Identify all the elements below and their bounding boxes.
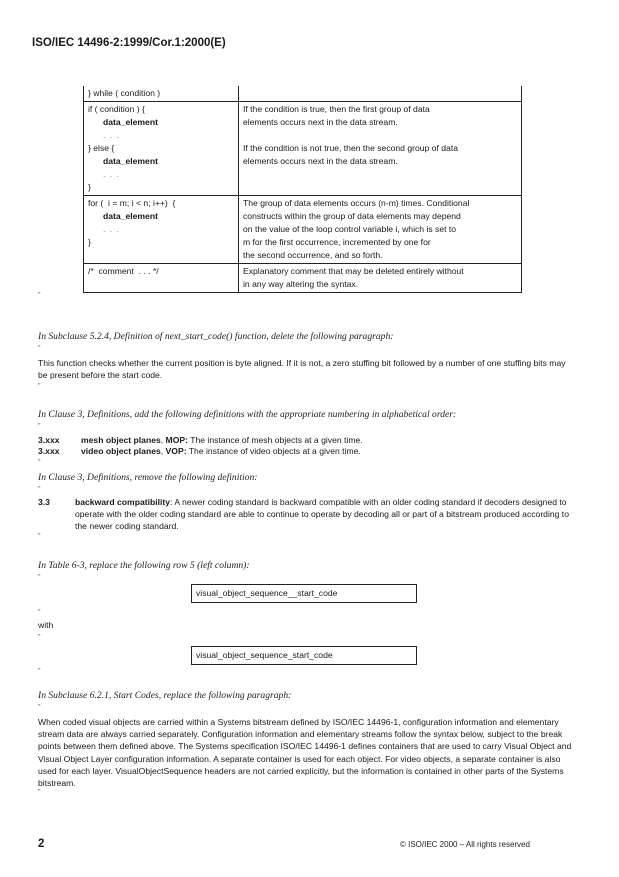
quote-mark: " [38, 574, 41, 581]
syntax-line: } [88, 237, 91, 247]
description-line: constructs within the group of data elements may depend [243, 211, 461, 221]
syntax-line: data_element [103, 156, 158, 166]
replaced-paragraph: When coded visual objects are carried within a Systems bitstream defined by ISO/IEC 14496-1, configuration information and elementary stream data are always carried separately. Configuration information and elementary streams follow the syntax below, subject to the break points between them defined above. The Systems specification ISO/IEC 14496-1 defines containers that are used to carry Visual Object and Visual Object Layer configuration information. A separate container is used for each object. For video objects, a separate container is also used for each layer. VisualObjectSequence headers are not carried explicitly, but the information is contained in other parts of the Systems bitstream. [38, 717, 572, 789]
description-line: elements occurs next in the data stream. [243, 117, 398, 127]
definition-abbr: MOP: [165, 435, 188, 445]
instruction-s2: In Clause 3, Definitions, add the following definitions with the appropriate numbering in alphabetical order: [38, 409, 457, 420]
description-spacer [243, 129, 517, 142]
deleted-paragraph: This function checks whether the current position is byte aligned. If it is not, a zero stuffing bit followed by a number of one stuffing bits may be present before the start code. [38, 358, 566, 381]
syntax-cell [84, 86, 239, 102]
with-label: with [38, 620, 54, 630]
quote-mark: " [38, 486, 41, 493]
definition-term: video object planes [81, 446, 161, 456]
document-header-title: ISO/IEC 14496-2:1999/Cor.1:2000(E) [32, 37, 226, 49]
definition-list [38, 435, 578, 457]
table-row [84, 102, 522, 196]
instruction-s1: In Subclause 5.2.4, Definition of next_start_code() function, delete the following paragraph: [38, 331, 394, 342]
syntax-line: for ( i = m; i < n; i++) { [88, 198, 176, 208]
definition-separator: , [160, 446, 166, 456]
quote-mark: " [38, 383, 41, 390]
syntax-line: } while ( condition ) [88, 88, 161, 98]
description-line: elements occurs next in the data stream. [243, 156, 398, 166]
quote-mark: " [38, 423, 41, 430]
definition-text: : A newer coding standard is backward compatible with an older coding standard if decoders designed to operate with the older coding standard are able to continue to operate by decoding all or part of a bitstream produced according to the newer coding standard. [75, 497, 569, 531]
syntax-line: /* comment . . . */ [88, 266, 159, 276]
description-line: The group of data elements occurs (n-m) times. Conditional [243, 198, 470, 208]
quote-mark: " [38, 704, 41, 711]
table-row [84, 86, 522, 102]
syntax-cell [84, 102, 239, 196]
syntax-cell [84, 196, 239, 264]
syntax-line: . . . [103, 224, 120, 234]
description-line: m for the first occurrence, incremented by one for [243, 237, 431, 247]
description-cell [239, 102, 522, 196]
description-line: If the condition is true, then the first group of data [243, 104, 430, 114]
definition-separator: , [160, 435, 166, 445]
quote-mark: " [38, 634, 41, 641]
definition-number: 3.xxx [38, 435, 60, 445]
syntax-table [83, 86, 522, 293]
definition-text: The instance of mesh objects at a given time. [187, 435, 363, 445]
syntax-line: } else { [88, 143, 115, 153]
description-line: the second occurrence, and so forth. [243, 250, 383, 260]
description-cell [239, 86, 522, 102]
instruction-s4: In Table 6-3, replace the following row 5 (left column): [38, 560, 250, 571]
quote-mark: " [38, 459, 41, 466]
quote-mark: " [38, 609, 41, 616]
quote-mark: " [38, 668, 41, 675]
quote-mark: " [38, 533, 41, 540]
definition-item [38, 446, 578, 457]
definition-item [38, 435, 578, 446]
old-table-cell: visual_object_sequence__start_code [191, 584, 417, 603]
definition-number: 3.3 [38, 497, 50, 507]
instruction-s5: In Subclause 6.2.1, Start Codes, replace the following paragraph: [38, 690, 292, 701]
new-table-cell: visual_object_sequence_start_code [191, 646, 417, 665]
removed-definition [38, 496, 573, 532]
syntax-line: data_element [103, 117, 158, 127]
description-line: in any way altering the syntax. [243, 279, 359, 289]
definition-text: The instance of video objects at a given time. [186, 446, 361, 456]
syntax-line: if ( condition ) { [88, 104, 145, 114]
description-line: If the condition is not true, then the second group of data [243, 143, 458, 153]
copyright-notice: © ISO/IEC 2000 – All rights reserved [400, 840, 530, 849]
description-cell [239, 196, 522, 264]
definition-abbr: VOP: [165, 446, 187, 456]
syntax-cell [84, 264, 239, 293]
instruction-s3: In Clause 3, Definitions, remove the following definition: [38, 472, 258, 483]
description-cell [239, 264, 522, 293]
quote-mark: " [38, 345, 41, 352]
syntax-line: data_element [103, 211, 158, 221]
definition-term: backward compatibility [75, 497, 171, 507]
definition-number: 3.xxx [38, 446, 60, 456]
description-line: Explanatory comment that may be deleted entirely without [243, 266, 464, 276]
description-line: on the value of the loop control variable i, which is set to [243, 224, 457, 234]
syntax-line: } [88, 182, 91, 192]
syntax-line: . . . [103, 130, 120, 140]
page-number: 2 [38, 838, 45, 850]
quote-mark: " [38, 789, 41, 796]
quote-mark: " [38, 292, 41, 299]
syntax-line: . . . [103, 169, 120, 179]
table-row [84, 264, 522, 293]
table-row [84, 196, 522, 264]
definition-term: mesh object planes [81, 435, 161, 445]
